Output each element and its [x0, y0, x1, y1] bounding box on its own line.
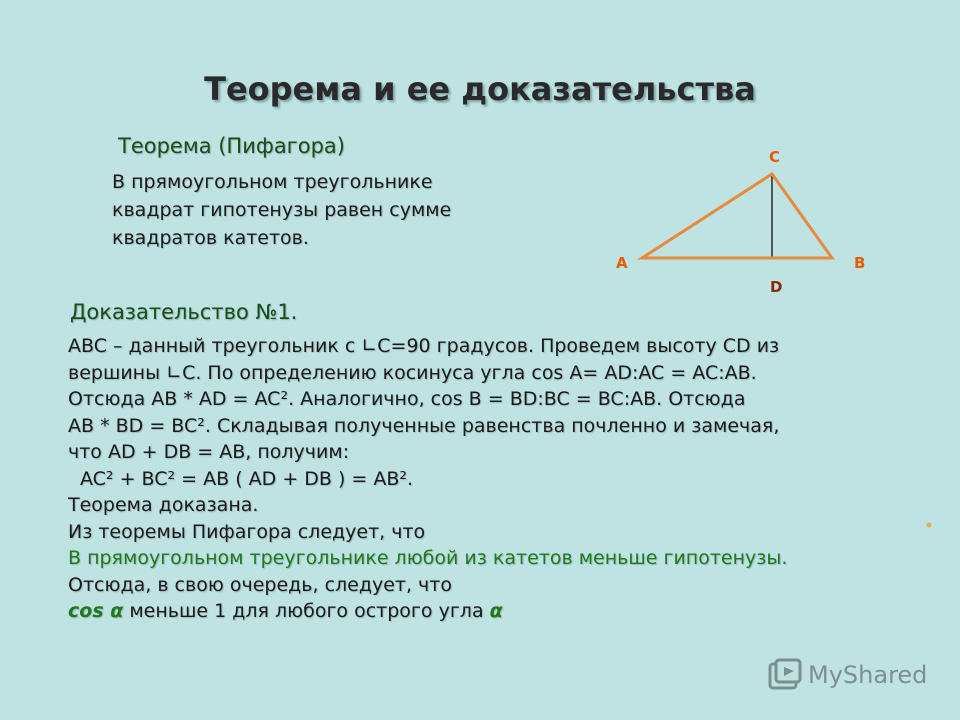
cos-text: меньше 1 для любого острого угла [123, 600, 490, 622]
theorem-heading: Теорема (Пифагора) [118, 134, 345, 158]
decorative-dot [926, 522, 932, 528]
proof-line: AB * BD = BC². Складывая полученные равенства почленно и замечая, [68, 414, 780, 437]
proof-heading: Доказательство №1. [70, 300, 298, 324]
slide-title: Теорема и ее доказательства [204, 70, 756, 108]
corollary-intro: Из теоремы Пифагора следует, что [68, 520, 426, 543]
triangle-abc [642, 174, 832, 258]
proof-formula: AC² + BC² = AB ( AD + DB ) = AB². [80, 467, 414, 490]
label-a: A [616, 254, 628, 272]
label-b: B [854, 254, 866, 272]
theorem-statement [112, 168, 451, 252]
triangle-figure [600, 140, 880, 310]
corollary-followup: Отсюда, в свою очередь, следует, что [68, 573, 452, 596]
proof-body [68, 333, 948, 625]
proof-line: ABC – данный треугольник с ∟C=90 градусов. Проведем высоту CD из [68, 335, 780, 357]
cos-alpha: cos α [68, 600, 124, 622]
theorem-line: В прямоугольном треугольнике [112, 171, 433, 193]
myshared-logo-icon [768, 658, 802, 692]
proof-line: вершины ∟C. По определению косинуса угла cos A= AD:AC = AC:AB. [68, 361, 757, 384]
cosine-statement [68, 598, 948, 625]
label-d: D [770, 278, 783, 296]
corollary-statement: В прямоугольном треугольнике любой из катетов меньше гипотенузы. [68, 547, 788, 569]
proof-line: что AD + DB = AB, получим: [68, 441, 350, 463]
watermark [768, 655, 927, 695]
watermark-text: MyShared [808, 661, 928, 689]
alpha-symbol: α [489, 600, 503, 622]
proof-line: Отсюда AB * AD = AC². Аналогично, cos B = BD:BC = BC:AB. Отсюда [68, 388, 746, 410]
proof-conclusion: Теорема доказана. [68, 494, 259, 516]
label-c: C [769, 148, 781, 166]
theorem-line: квадратов катетов. [112, 227, 309, 249]
theorem-line: квадрат гипотенузы равен сумме [112, 199, 452, 221]
